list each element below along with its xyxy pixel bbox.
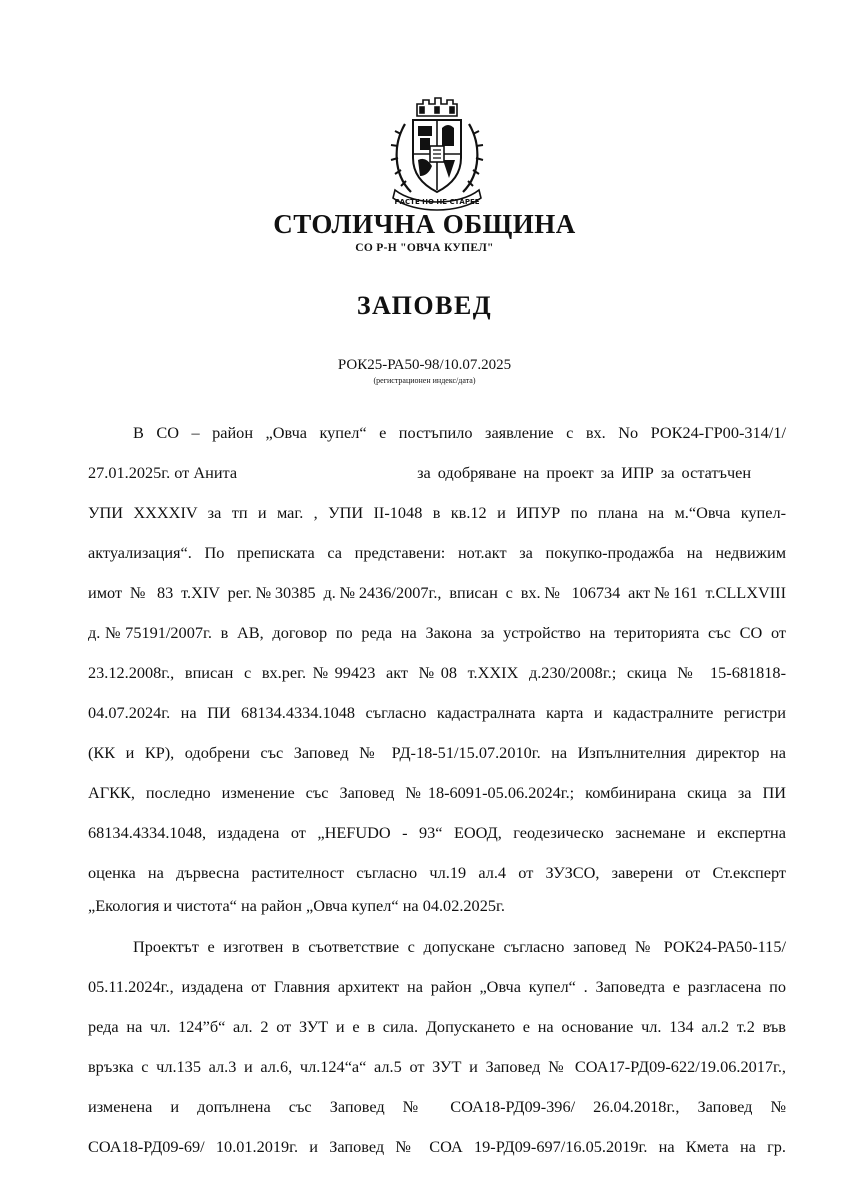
- organization-name: СТОЛИЧНА ОБЩИНА: [273, 209, 576, 239]
- district-name: СО Р-Н "ОВЧА КУПЕЛ": [355, 242, 494, 254]
- paragraph-1-line: актуализация“. По преписката са представени: нот.акт за покупко-продажба на недвижим: [88, 543, 786, 562]
- paragraph-1-line: 68134.4334.1048, издадена от „HEFUDO - 93“ ЕООД, геодезическо заснемане и експертна: [88, 823, 786, 842]
- paragraph-1-line: имот № 83 т.XIV рег.№30385 д.№2436/2007г., вписан с вх.№ 106734 акт№161 т.CLLXVIII: [88, 583, 786, 602]
- applicant-text: 27.01.2025г. от Анита: [88, 463, 238, 482]
- paragraph-1-line: [88, 463, 786, 483]
- paragraph-1-line: „Екология и чистота“ на район „Овча купел“ на 04.02.2025г.: [88, 896, 505, 915]
- paragraph-1-line: 23.12.2008г., вписан с вх.рег.№99423 акт №08 т.XXIX д.230/2008г.; скица № 15-681818-: [88, 663, 786, 682]
- document-title: ЗАПОВЕД: [356, 291, 493, 320]
- paragraph-1-line: В СО – район „Овча купел“ е постъпило заявление с вх. No РОК24-ГР00-314/1/: [133, 423, 786, 442]
- registration-caption: (регистрационен индекс/дата): [373, 376, 476, 385]
- paragraph-1-line: д.№75191/2007г. в АВ, договор по реда на Закона за устройство на територията със СО от: [88, 623, 786, 642]
- paragraph-2-line: изменена и допълнена със Заповед № СОА18-РД09-396/ 26.04.2018г., Заповед №: [88, 1097, 786, 1116]
- paragraph-1-line: оценка на дървесна растителност съгласно чл.19 ал.4 от ЗУЗСО, заверени от Ст.експерт: [88, 863, 786, 882]
- registration-index: РОК25-РА50-98/10.07.2025: [337, 357, 512, 373]
- sofia-coat-of-arms-icon: [385, 94, 489, 212]
- paragraph-1-line: (КК и КР), одобрени със Заповед № РД-18-51/15.07.2010г. на Изпълнителния директор на: [88, 743, 786, 762]
- paragraph-2-line: Проектът е изготвен в съответствие с допускане съгласно заповед № РОК24-РА50-115/: [133, 937, 786, 956]
- paragraph-2-line: 05.11.2024г., издадена от Главния архитект на район „Овча купел“ . Заповедта е разгласена по: [88, 977, 786, 996]
- paragraph-1-line: УПИ XXXXIV за тп и маг. , УПИ II-1048 в кв.12 и ИПУР по плана на м.“Овча купел-: [88, 503, 786, 522]
- applicant-text-continued: за одобряване на проект за ИПР за остатъчен: [417, 463, 752, 482]
- paragraph-2-line: връзка с чл.135 ал.3 и ал.6, чл.124“а“ ал.5 от ЗУТ и Заповед № СОА17-РД09-622/19.06.2017г.,: [88, 1057, 786, 1076]
- paragraph-2-line: реда на чл. 124”б“ ал. 2 от ЗУТ и е в сила. Допускането е на основание чл. 134 ал.2 т.2 във: [88, 1017, 786, 1036]
- paragraph-2-line: СОА18-РД09-69/ 10.01.2019г. и Заповед № СОА 19-РД09-697/16.05.2019г. на Кмета на гр.: [88, 1137, 786, 1156]
- crest-motto: РАСТЕ НО НЕ СТАРЕЕ: [394, 198, 480, 206]
- paragraph-1-line: 04.07.2024г. на ПИ 68134.4334.1048 съгласно кадастралната карта и кадастралните регистри: [88, 703, 786, 722]
- paragraph-1-line: АГКК, последно изменение със Заповед №18-6091-05.06.2024г.; комбинирана скица за ПИ: [88, 783, 786, 802]
